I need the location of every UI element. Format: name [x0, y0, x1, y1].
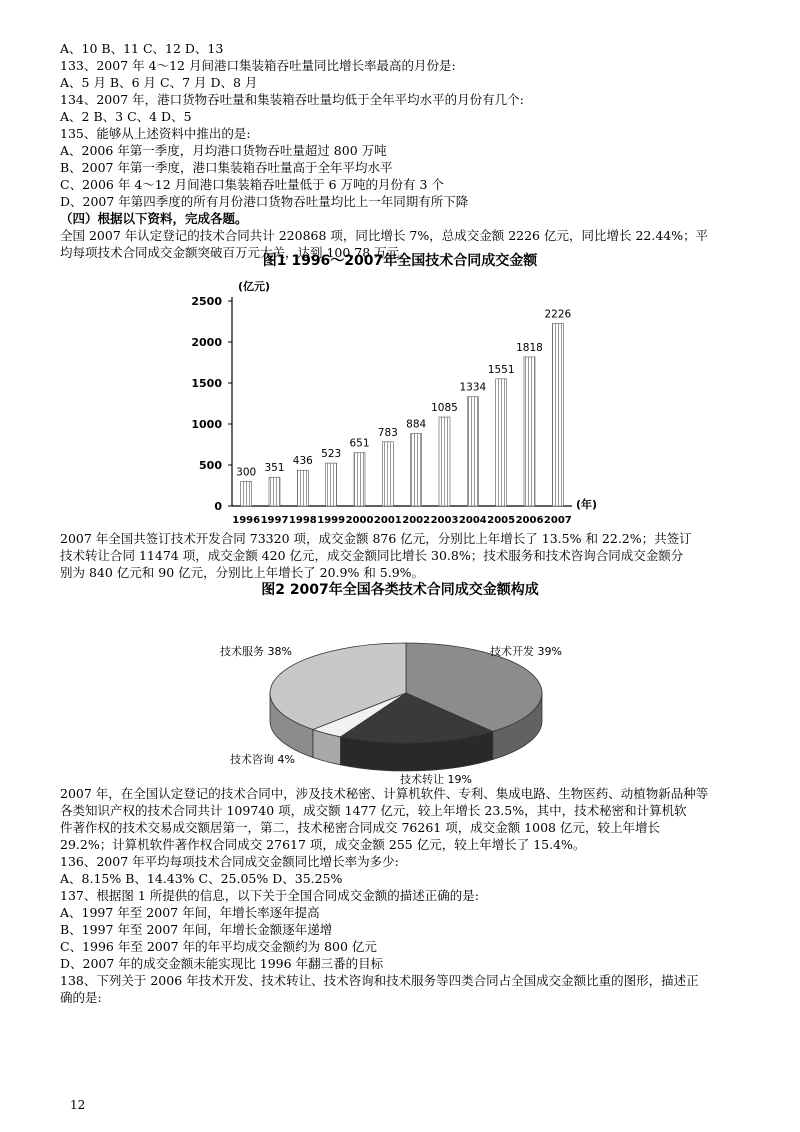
- y-tick-label: 1000: [191, 418, 222, 431]
- bar-chart: [180, 270, 610, 532]
- y-tick-label: 2000: [191, 336, 222, 349]
- bar-value-label: 783: [377, 426, 398, 439]
- page-number: 12: [70, 1098, 86, 1112]
- text-line: 137、根据图 1 所提供的信息，以下关于全国合同成交金额的描述正确的是:: [60, 888, 479, 903]
- y-axis-label: (亿元): [238, 280, 271, 293]
- bar-value-label: 2226: [544, 308, 572, 321]
- pie-slice-label: 技术开发 39%: [490, 645, 562, 658]
- x-tick-label: 2001: [373, 515, 402, 526]
- bar-value-label: 1085: [431, 402, 458, 415]
- text-line: 29.2%；计算机软件著作权合同成交 27617 项，成交金额 255 亿元，较上年增长了 15.4%。: [60, 837, 586, 852]
- text-line: A、1997 年至 2007 年间，年增长率逐年提高: [60, 905, 320, 920]
- text-line: 134、2007 年，港口货物吞吐量和集装箱吞吐量均低于全年平均水平的月份有几个:: [60, 92, 524, 107]
- text-line: 各类知识产权的技术合同共计 109740 项，成交额 1477 亿元，较上年增长 23.5%，其中，技术秘密和计算机软: [60, 803, 687, 818]
- bar: [496, 379, 507, 506]
- text-line: A、2 B、3 C、4 D、5: [60, 109, 192, 124]
- bar: [297, 470, 308, 506]
- pie-slice-label: 技术咨询 4%: [230, 753, 295, 766]
- x-tick-label: 1997: [260, 515, 289, 526]
- pie-slice-label: 技术服务 38%: [220, 645, 292, 658]
- pie-slice-label: 技术转让 19%: [400, 773, 472, 786]
- text-line: C、2006 年 4～12 月间港口集装箱吞吐量低于 6 万吨的月份有 3 个: [60, 177, 444, 192]
- x-tick-label: 2006: [515, 515, 544, 526]
- text-line: D、2007 年第四季度的所有月份港口货物吞吐量均比上一年同期有所下降: [60, 194, 469, 209]
- x-tick-label: 2003: [430, 515, 459, 526]
- mid-line: 2007 年全国共签订技术开发合同 73320 项，成交金额 876 亿元，分别比上年增长了 13.5% 和 22.2%；共签订: [60, 531, 692, 546]
- text-line: D、2007 年的成交金额未能实现比 1996 年翻三番的目标: [60, 956, 384, 971]
- x-tick-label: 2005: [487, 515, 516, 526]
- y-tick-label: 1500: [191, 377, 222, 390]
- bar: [524, 357, 535, 506]
- bar-value-label: 884: [406, 418, 427, 431]
- bar: [382, 442, 393, 506]
- bar-value-label: 300: [236, 466, 257, 479]
- y-tick-label: 2500: [191, 295, 222, 308]
- x-tick-label: 2002: [402, 515, 431, 526]
- text-line: B、2007 年第一季度，港口集装箱吞吐量高于全年平均水平: [60, 160, 393, 175]
- bar: [241, 481, 252, 506]
- pie-chart: [200, 605, 620, 795]
- y-tick-label: 500: [199, 459, 222, 472]
- text-line: B、1997 年至 2007 年间，年增长金额逐年递增: [60, 922, 333, 937]
- bar-value-label: 351: [264, 462, 285, 475]
- text-line: 138、下列关于 2006 年技术开发、技术转让、技术咨询和技术服务等四类合同占全国成交金额比重的图形，描述正: [60, 973, 699, 988]
- text-line: 136、2007 年平均每项技术合同成交金额同比增长率为多少:: [60, 854, 399, 869]
- bar-value-label: 1334: [459, 381, 487, 394]
- bar: [269, 477, 280, 506]
- bar-value-label: 651: [349, 437, 370, 450]
- x-tick-label: 2007: [543, 515, 572, 526]
- text-line: 2007 年，在全国认定登记的技术合同中，涉及技术秘密、计算机软件、专利、集成电路、生物医药、动植物新品种等: [60, 786, 709, 801]
- text-line: A、2006 年第一季度，月均港口货物吞吐量超过 800 万吨: [60, 143, 387, 158]
- y-tick-label: 0: [214, 500, 222, 513]
- x-tick-label: 1998: [288, 515, 317, 526]
- figure2-title: 图2 2007年全国各类技术合同成交金额构成: [261, 582, 539, 598]
- text-line: A、8.15% B、14.43% C、25.05% D、35.25%: [60, 871, 343, 886]
- x-axis-label: (年): [576, 498, 598, 511]
- bar-value-label: 436: [292, 455, 313, 468]
- intro-line: 全国 2007 年认定登记的技术合同共计 220868 项，同比增长 7%，总成交金额 2226 亿元，同比增长 22.44%；平: [60, 228, 709, 243]
- bar: [411, 434, 422, 506]
- x-tick-label: 1999: [317, 515, 346, 526]
- bar: [552, 323, 563, 506]
- bar-value-label: 523: [321, 448, 342, 461]
- text-line: C、1996 年至 2007 年的年平均成交金额约为 800 亿元: [60, 939, 377, 954]
- text-line: 135、能够从上述资料中推出的是:: [60, 126, 251, 141]
- intro-line: 均每项技术合同成交金额突破百万元大关，达到 100.78 万元。: [60, 245, 412, 260]
- x-tick-label: 2000: [345, 515, 374, 526]
- text-line: 133、2007 年 4～12 月间港口集装箱吞吐量同比增长率最高的月份是:: [60, 58, 456, 73]
- bar: [439, 417, 450, 506]
- x-tick-label: 2004: [458, 515, 487, 526]
- text-line: 确的是:: [60, 990, 102, 1005]
- bar: [354, 453, 365, 506]
- text-line: A、10 B、11 C、12 D、13: [60, 41, 224, 56]
- x-tick-label: 1996: [232, 515, 261, 526]
- bar-value-label: 1551: [487, 363, 515, 376]
- mid-line: 别为 840 亿元和 90 亿元，分别比上年增长了 20.9% 和 5.9%。: [60, 565, 425, 580]
- bar-value-label: 1818: [516, 341, 543, 354]
- mid-line: 技术转让合同 11474 项，成交金额 420 亿元，成交金额同比增长 30.8%；技术服务和技术咨询合同成交金额分: [60, 548, 684, 563]
- section-title: （四）根据以下资料，完成各题。: [60, 211, 248, 226]
- bar: [467, 397, 478, 506]
- figure1-title: 图1 1996～2007年全国技术合同成交金额: [262, 253, 538, 269]
- bar: [326, 463, 337, 506]
- text-line: A、5 月 B、6 月 C、7 月 D、8 月: [60, 75, 258, 90]
- text-line: 件著作权的技术交易成交额居第一，第二，技术秘密合同成交 76261 项，成交金额 1008 亿元，较上年增长: [60, 820, 660, 835]
